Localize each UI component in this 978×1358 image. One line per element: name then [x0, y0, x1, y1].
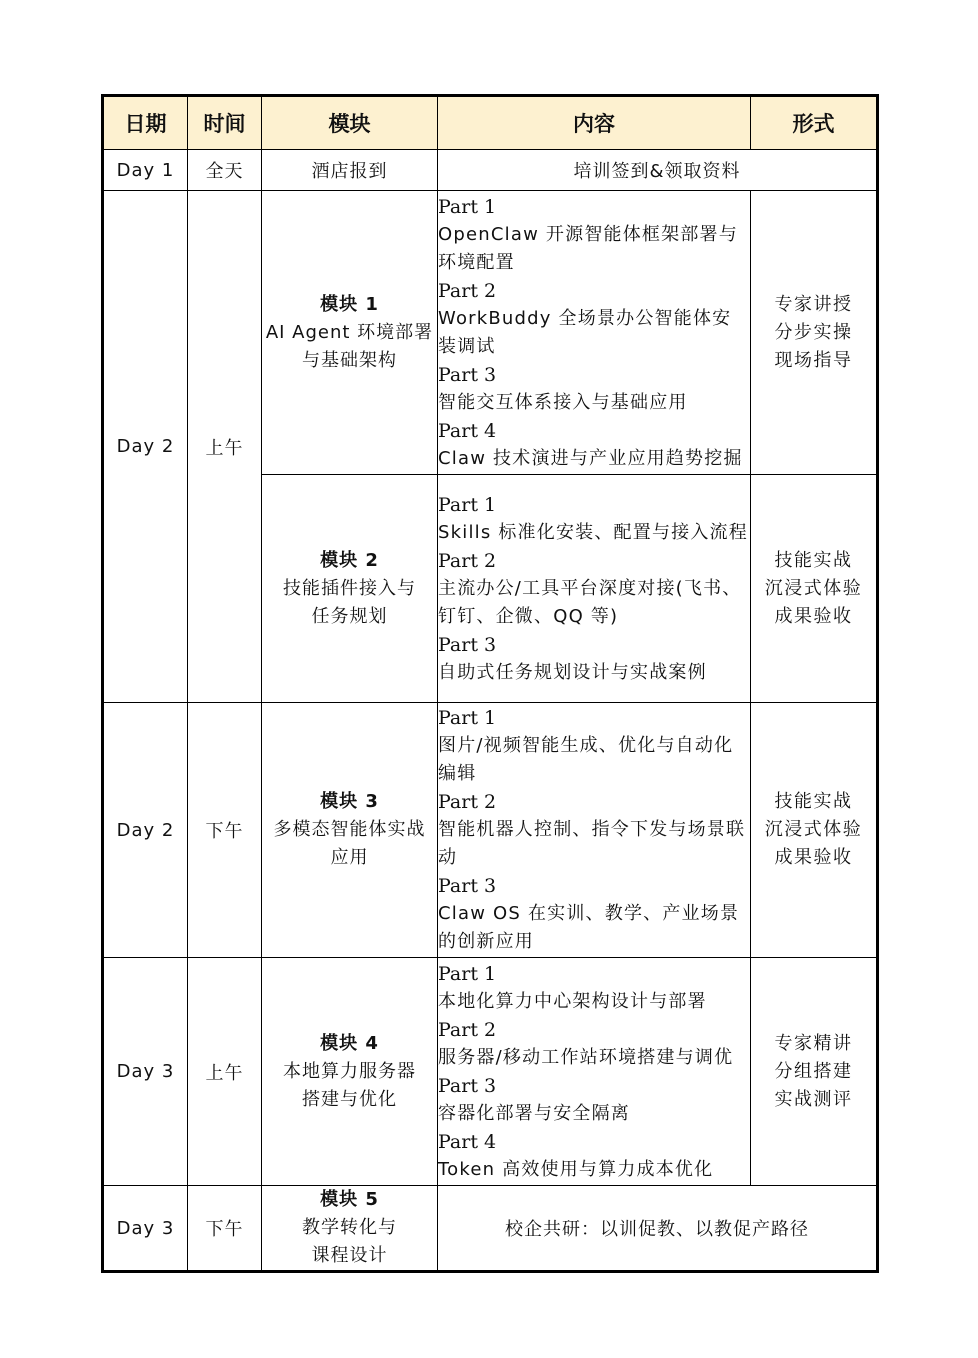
time-cell: 上午: [188, 958, 262, 1186]
header-module: 模块: [262, 96, 438, 150]
format-cell: [751, 958, 878, 1186]
schedule-table: [101, 94, 879, 1273]
part-label: Part 4: [438, 1130, 497, 1153]
table-row: [103, 703, 878, 958]
part-text: 本地化算力中心架构设计与部署: [438, 990, 707, 1012]
format-line: 技能实战: [774, 549, 853, 571]
format-line: 分步实操: [774, 321, 853, 343]
day-cell: Day 3: [103, 958, 188, 1186]
part-label: Part 3: [438, 875, 497, 897]
part-text: Claw 技术演进与产业应用趋势挖掘: [438, 447, 743, 469]
part-text: 智能机器人控制、指令下发与场景联动: [438, 819, 746, 868]
time-cell: 下午: [188, 1186, 262, 1272]
header-row: [103, 96, 878, 150]
module-cell: [262, 703, 438, 958]
format-line: 成果验收: [774, 605, 853, 627]
day-cell: Day 2: [103, 191, 188, 703]
module-cell: [262, 1186, 438, 1272]
table-row: [103, 958, 878, 1186]
part-text: 主流办公/工具平台深度对接(飞书、钉钉、企微、QQ 等): [438, 577, 742, 627]
day-cell: Day 3: [103, 1186, 188, 1272]
content-cell: 培训签到&领取资料: [438, 150, 878, 191]
content-cell: [438, 958, 751, 1186]
module-desc: 与基础架构: [302, 349, 397, 371]
module-title: 模块 1: [320, 293, 379, 315]
module-title: 模块 2: [320, 549, 379, 571]
format-cell: [751, 703, 878, 958]
day-cell: Day 2: [103, 703, 188, 958]
module-title: 模块 4: [320, 1032, 379, 1054]
part-label: Part 1: [438, 962, 497, 985]
module-desc: 技能插件接入与: [283, 577, 416, 599]
time-cell: 下午: [188, 703, 262, 958]
time-cell: 全天: [188, 150, 262, 191]
part-text: Skills 标准化安装、配置与接入流程: [438, 521, 748, 543]
part-text: 自助式任务规划设计与实战案例: [438, 661, 707, 683]
module-desc: 教学转化与: [302, 1217, 397, 1238]
part-label: Part 3: [438, 1074, 497, 1097]
part-label: Part 1: [438, 493, 497, 516]
part-label: Part 1: [438, 195, 497, 218]
part-text: 容器化部署与安全隔离: [438, 1102, 630, 1124]
part-text: 图片/视频智能生成、优化与自动化编辑: [438, 735, 734, 784]
part-text: OpenClaw 开源智能体框架部署与环境配置: [438, 223, 738, 273]
module-cell: [262, 475, 438, 703]
module-desc: 多模态智能体实战: [273, 819, 426, 840]
module-cell: [262, 191, 438, 475]
format-line: 沉浸式体验: [764, 577, 863, 599]
table-row: [103, 1186, 878, 1272]
format-cell: [751, 475, 878, 703]
format-line: 成果验收: [774, 847, 853, 868]
part-text: 服务器/移动工作站环境搭建与调优: [438, 1046, 734, 1068]
format-line: 专家精讲: [774, 1032, 853, 1054]
table-row: [103, 150, 878, 191]
content-cell: 校企共研：以训促教、以教促产路径: [438, 1186, 878, 1272]
format-line: 技能实战: [774, 791, 853, 812]
format-line: 沉浸式体验: [764, 819, 863, 840]
part-label: Part 1: [438, 707, 497, 729]
part-label: Part 2: [438, 1018, 497, 1041]
table-row: [103, 191, 878, 475]
part-text: WorkBuddy 全场景办公智能体安装调试: [438, 307, 732, 357]
time-cell: 上午: [188, 191, 262, 703]
format-line: 专家讲授: [774, 293, 853, 315]
content-cell: [438, 475, 751, 703]
part-text: Token 高效使用与算力成本优化: [438, 1158, 714, 1180]
header-content: 内容: [438, 96, 751, 150]
content-cell: [438, 703, 751, 958]
module-desc: AI Agent 环境部署: [265, 321, 434, 343]
part-text: Claw OS 在实训、教学、产业场景的创新应用: [438, 903, 740, 952]
header-time: 时间: [188, 96, 262, 150]
format-line: 分组搭建: [774, 1060, 853, 1082]
part-label: Part 2: [438, 549, 497, 572]
part-label: Part 4: [438, 419, 497, 442]
module-title: 模块 5: [320, 1189, 379, 1210]
module-desc: 本地算力服务器: [283, 1060, 416, 1082]
day-cell: Day 1: [103, 150, 188, 191]
format-line: 现场指导: [774, 349, 853, 371]
module-title: 模块 3: [320, 791, 379, 812]
part-label: Part 3: [438, 633, 497, 656]
format-line: 实战测评: [774, 1088, 853, 1110]
module-desc: 任务规划: [311, 605, 388, 627]
module-cell: 酒店报到: [262, 150, 438, 191]
module-desc: 搭建与优化: [302, 1088, 397, 1110]
header-format: 形式: [751, 96, 878, 150]
content-cell: [438, 191, 751, 475]
module-desc: 课程设计: [311, 1245, 388, 1266]
part-label: Part 2: [438, 791, 497, 813]
format-cell: [751, 191, 878, 475]
part-text: 智能交互体系接入与基础应用: [438, 391, 688, 413]
part-label: Part 3: [438, 363, 497, 386]
header-date: 日期: [103, 96, 188, 150]
module-cell: [262, 958, 438, 1186]
module-desc: 应用: [330, 847, 369, 868]
part-label: Part 2: [438, 279, 497, 302]
